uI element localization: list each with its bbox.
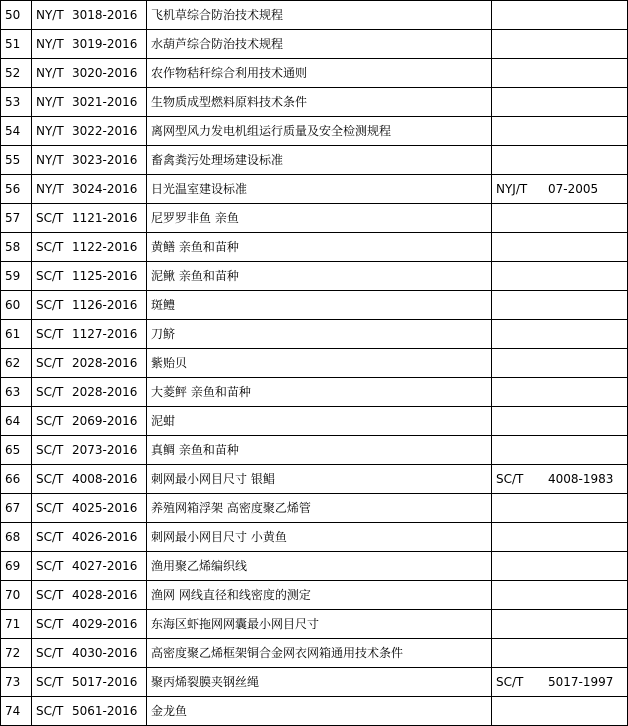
cell-standard-name: 养殖网箱浮架 高密度聚乙烯管	[147, 494, 492, 523]
cell-sequence: 54	[1, 117, 32, 146]
cell-standard-code	[32, 407, 147, 436]
cell-standard-name: 水葫芦综合防治技术规程	[147, 30, 492, 59]
cell-replaced-standard	[492, 610, 628, 639]
standard-number: 4027-2016	[72, 559, 138, 573]
cell-replaced-standard	[492, 291, 628, 320]
cell-sequence: 68	[1, 523, 32, 552]
standard-number: 1125-2016	[72, 269, 138, 283]
cell-standard-code	[32, 610, 147, 639]
table-row	[1, 291, 628, 320]
table-row	[1, 581, 628, 610]
cell-sequence: 55	[1, 146, 32, 175]
cell-standard-code	[32, 262, 147, 291]
standard-number: 1121-2016	[72, 211, 138, 225]
cell-replaced-standard	[492, 552, 628, 581]
cell-standard-code	[32, 291, 147, 320]
cell-sequence: 74	[1, 697, 32, 726]
replaced-prefix: SC/T	[496, 675, 524, 689]
cell-standard-name: 生物质成型燃料原料技术条件	[147, 88, 492, 117]
standard-number: 3018-2016	[72, 8, 138, 22]
cell-standard-name: 泥鳅 亲鱼和苗种	[147, 262, 492, 291]
table-row	[1, 610, 628, 639]
standard-number: 1122-2016	[72, 240, 138, 254]
cell-sequence: 70	[1, 581, 32, 610]
standard-number: 4008-2016	[72, 472, 138, 486]
cell-sequence: 57	[1, 204, 32, 233]
cell-replaced-standard	[492, 407, 628, 436]
cell-sequence: 51	[1, 30, 32, 59]
standard-number: 1127-2016	[72, 327, 138, 341]
cell-standard-code	[32, 320, 147, 349]
cell-replaced-standard	[492, 262, 628, 291]
cell-standard-name: 大菱鲆 亲鱼和苗种	[147, 378, 492, 407]
cell-sequence: 59	[1, 262, 32, 291]
cell-sequence: 56	[1, 175, 32, 204]
replaced-number: 4008-1983	[548, 472, 614, 486]
table-row	[1, 175, 628, 204]
cell-replaced-standard	[492, 581, 628, 610]
cell-replaced-standard	[492, 320, 628, 349]
standard-prefix: SC/T	[36, 704, 64, 718]
cell-sequence: 52	[1, 59, 32, 88]
standard-number: 2069-2016	[72, 414, 138, 428]
table-row	[1, 697, 628, 726]
cell-replaced-standard	[492, 697, 628, 726]
cell-standard-code	[32, 378, 147, 407]
replaced-number: 07-2005	[548, 182, 599, 196]
table-row	[1, 204, 628, 233]
cell-replaced-standard	[492, 523, 628, 552]
standard-prefix: NY/T	[36, 153, 64, 167]
standard-number: 4025-2016	[72, 501, 138, 515]
standard-prefix: SC/T	[36, 472, 64, 486]
table-row	[1, 378, 628, 407]
standard-number: 3020-2016	[72, 66, 138, 80]
cell-standard-name: 农作物秸秆综合利用技术通则	[147, 59, 492, 88]
cell-replaced-standard	[492, 465, 628, 494]
cell-replaced-standard	[492, 59, 628, 88]
standard-prefix: SC/T	[36, 414, 64, 428]
cell-standard-code	[32, 204, 147, 233]
standard-number: 3023-2016	[72, 153, 138, 167]
replaced-prefix: SC/T	[496, 472, 524, 486]
cell-sequence: 66	[1, 465, 32, 494]
cell-replaced-standard	[492, 494, 628, 523]
cell-sequence: 63	[1, 378, 32, 407]
cell-standard-code	[32, 552, 147, 581]
cell-sequence: 72	[1, 639, 32, 668]
cell-standard-name: 刺网最小网目尺寸 银鲳	[147, 465, 492, 494]
standard-prefix: SC/T	[36, 356, 64, 370]
table-row	[1, 30, 628, 59]
cell-standard-code	[32, 494, 147, 523]
cell-sequence: 61	[1, 320, 32, 349]
cell-sequence: 69	[1, 552, 32, 581]
cell-standard-name: 刀鲚	[147, 320, 492, 349]
cell-standard-name: 东海区虾拖网网囊最小网目尺寸	[147, 610, 492, 639]
table-row	[1, 146, 628, 175]
cell-standard-code	[32, 465, 147, 494]
standard-number: 4028-2016	[72, 588, 138, 602]
cell-sequence: 64	[1, 407, 32, 436]
cell-standard-name: 渔网 网线直径和线密度的测定	[147, 581, 492, 610]
cell-standard-code	[32, 233, 147, 262]
cell-replaced-standard	[492, 436, 628, 465]
standard-number: 3022-2016	[72, 124, 138, 138]
cell-sequence: 60	[1, 291, 32, 320]
standard-prefix: NY/T	[36, 66, 64, 80]
table-row	[1, 436, 628, 465]
standard-prefix: SC/T	[36, 211, 64, 225]
cell-sequence: 65	[1, 436, 32, 465]
cell-standard-name: 畜禽粪污处理场建设标准	[147, 146, 492, 175]
table-row	[1, 407, 628, 436]
standard-number: 3021-2016	[72, 95, 138, 109]
cell-standard-name: 尼罗罗非鱼 亲鱼	[147, 204, 492, 233]
table-body	[1, 1, 628, 726]
cell-replaced-standard	[492, 117, 628, 146]
cell-standard-code	[32, 668, 147, 697]
standard-number: 4030-2016	[72, 646, 138, 660]
cell-standard-code	[32, 639, 147, 668]
standard-number: 2073-2016	[72, 443, 138, 457]
table-row	[1, 117, 628, 146]
cell-standard-code	[32, 59, 147, 88]
cell-standard-name: 紫贻贝	[147, 349, 492, 378]
cell-sequence: 58	[1, 233, 32, 262]
cell-replaced-standard	[492, 30, 628, 59]
table-row	[1, 1, 628, 30]
cell-standard-name: 日光温室建设标准	[147, 175, 492, 204]
standard-prefix: SC/T	[36, 501, 64, 515]
standard-prefix: SC/T	[36, 240, 64, 254]
cell-standard-code	[32, 175, 147, 204]
cell-standard-code	[32, 146, 147, 175]
standard-prefix: SC/T	[36, 298, 64, 312]
standard-prefix: SC/T	[36, 327, 64, 341]
table-row	[1, 262, 628, 291]
cell-standard-code	[32, 697, 147, 726]
table-row	[1, 523, 628, 552]
table-row	[1, 233, 628, 262]
cell-standard-name: 渔用聚乙烯编织线	[147, 552, 492, 581]
table-row	[1, 668, 628, 697]
cell-replaced-standard	[492, 146, 628, 175]
cell-standard-code	[32, 1, 147, 30]
cell-standard-name: 金龙鱼	[147, 697, 492, 726]
standard-number: 5017-2016	[72, 675, 138, 689]
table-row	[1, 88, 628, 117]
table-row	[1, 320, 628, 349]
standard-prefix: SC/T	[36, 385, 64, 399]
standard-prefix: SC/T	[36, 269, 64, 283]
replaced-number: 5017-1997	[548, 675, 614, 689]
standard-number: 3019-2016	[72, 37, 138, 51]
standard-prefix: NY/T	[36, 95, 64, 109]
cell-replaced-standard	[492, 204, 628, 233]
cell-replaced-standard	[492, 1, 628, 30]
cell-replaced-standard	[492, 349, 628, 378]
standard-number: 5061-2016	[72, 704, 138, 718]
cell-standard-name: 高密度聚乙烯框架铜合金网衣网箱通用技术条件	[147, 639, 492, 668]
cell-standard-code	[32, 117, 147, 146]
cell-sequence: 71	[1, 610, 32, 639]
cell-standard-code	[32, 436, 147, 465]
table-row	[1, 552, 628, 581]
cell-replaced-standard	[492, 668, 628, 697]
table-row	[1, 639, 628, 668]
cell-replaced-standard	[492, 639, 628, 668]
standard-prefix: SC/T	[36, 675, 64, 689]
cell-standard-code	[32, 30, 147, 59]
cell-standard-code	[32, 523, 147, 552]
standard-prefix: SC/T	[36, 443, 64, 457]
table-row	[1, 59, 628, 88]
standard-prefix: NY/T	[36, 8, 64, 22]
standard-number: 2028-2016	[72, 385, 138, 399]
cell-replaced-standard	[492, 233, 628, 262]
standard-prefix: NY/T	[36, 182, 64, 196]
cell-standard-name: 泥蚶	[147, 407, 492, 436]
replaced-prefix: NYJ/T	[496, 182, 528, 196]
standard-prefix: SC/T	[36, 646, 64, 660]
standard-prefix: SC/T	[36, 617, 64, 631]
standard-number: 4026-2016	[72, 530, 138, 544]
cell-standard-name: 飞机草综合防治技术规程	[147, 1, 492, 30]
cell-sequence: 53	[1, 88, 32, 117]
standard-prefix: NY/T	[36, 37, 64, 51]
cell-replaced-standard	[492, 175, 628, 204]
table-row	[1, 494, 628, 523]
cell-sequence: 62	[1, 349, 32, 378]
cell-sequence: 73	[1, 668, 32, 697]
standard-number: 2028-2016	[72, 356, 138, 370]
cell-sequence: 50	[1, 1, 32, 30]
standard-number: 3024-2016	[72, 182, 138, 196]
cell-standard-name: 斑鳢	[147, 291, 492, 320]
standard-number: 1126-2016	[72, 298, 138, 312]
cell-standard-code	[32, 88, 147, 117]
standard-prefix: NY/T	[36, 124, 64, 138]
cell-standard-code	[32, 349, 147, 378]
standard-prefix: SC/T	[36, 559, 64, 573]
cell-standard-name: 刺网最小网目尺寸 小黄鱼	[147, 523, 492, 552]
table-row	[1, 465, 628, 494]
cell-sequence: 67	[1, 494, 32, 523]
cell-standard-name: 黄鳝 亲鱼和苗种	[147, 233, 492, 262]
cell-standard-code	[32, 581, 147, 610]
cell-replaced-standard	[492, 378, 628, 407]
cell-standard-name: 离网型风力发电机组运行质量及安全检测规程	[147, 117, 492, 146]
cell-replaced-standard	[492, 88, 628, 117]
cell-standard-name: 真鲷 亲鱼和苗种	[147, 436, 492, 465]
table-row	[1, 349, 628, 378]
standard-prefix: SC/T	[36, 588, 64, 602]
standard-number: 4029-2016	[72, 617, 138, 631]
standard-prefix: SC/T	[36, 530, 64, 544]
cell-standard-name: 聚丙烯裂膜夹钢丝绳	[147, 668, 492, 697]
